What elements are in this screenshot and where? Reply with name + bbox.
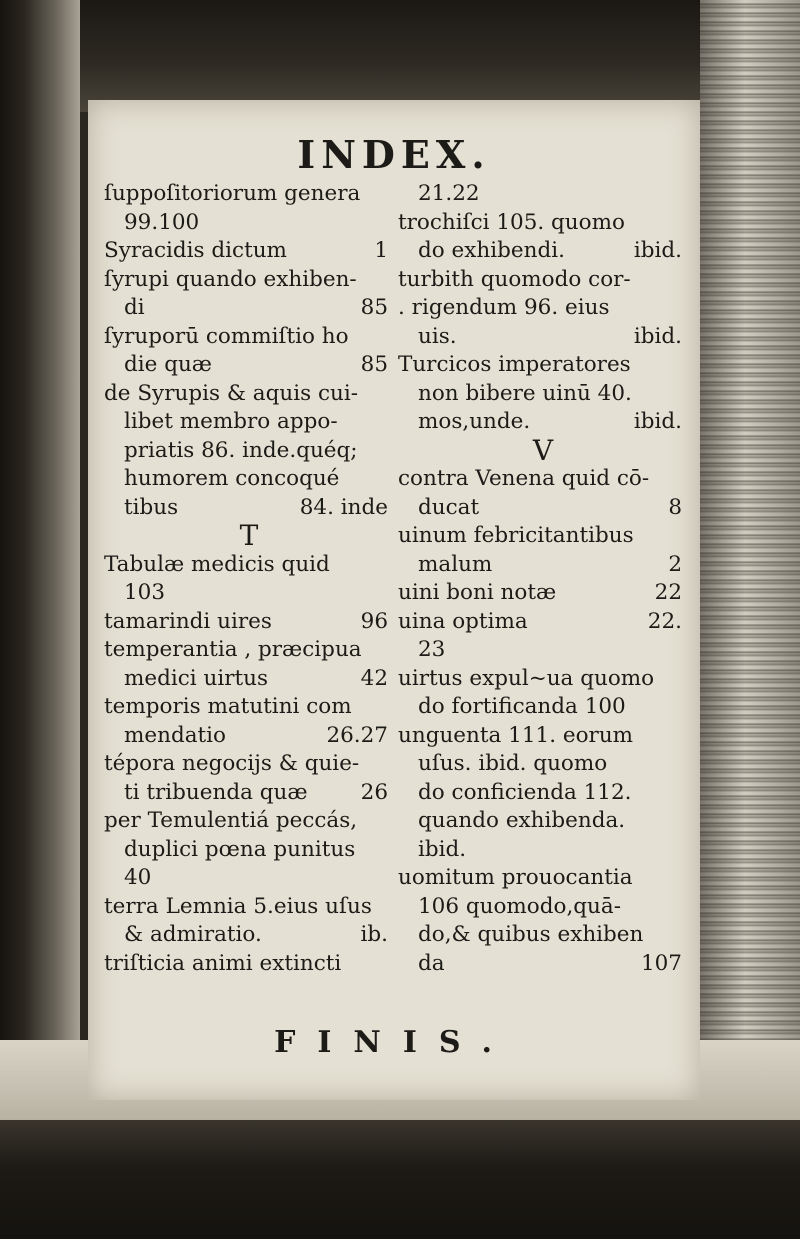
index-entry-text: 21.22 xyxy=(418,181,480,206)
index-entry xyxy=(104,665,394,694)
index-entry xyxy=(398,323,688,352)
index-entry xyxy=(398,893,688,922)
index-entry-text: contra Venena quid cō- xyxy=(398,466,650,491)
index-column-right xyxy=(398,180,688,978)
index-entry xyxy=(398,722,688,751)
index-entry xyxy=(104,465,394,494)
index-entry-text: triſticia animi extincti xyxy=(104,950,342,976)
index-entry-text: uomitum prouocantia xyxy=(398,865,633,890)
index-entry-text: 23 xyxy=(418,637,446,662)
index-entry-text: tibus xyxy=(124,494,179,520)
index-entry-text: de Syrupis & aquis cui- xyxy=(104,380,359,406)
index-entry-text: duplici pœna punitus xyxy=(124,836,356,862)
index-entry-text: libet membro appo- xyxy=(124,409,338,434)
index-entry xyxy=(398,433,688,467)
index-entry xyxy=(104,893,394,922)
index-entry-page-ref: 8 xyxy=(668,494,682,520)
index-entry-page-ref: 96 xyxy=(360,608,388,634)
page-title: INDEX. xyxy=(297,132,491,177)
index-entry xyxy=(104,237,394,266)
index-entry xyxy=(398,807,688,836)
index-entry xyxy=(104,209,394,238)
index-entry-text: T xyxy=(239,519,259,552)
index-entry-text: ſyruporū commiſtio ho xyxy=(104,323,349,349)
index-entry xyxy=(104,750,394,779)
index-entry-page-ref: ibid. xyxy=(633,323,682,349)
index-entry xyxy=(398,750,688,779)
index-entry-text: terra Lemnia 5.eius uſus xyxy=(104,893,372,919)
index-entry xyxy=(398,408,688,437)
index-entry xyxy=(398,294,688,323)
finis-colophon: FINIS. xyxy=(274,1025,514,1060)
index-entry xyxy=(398,465,688,494)
index-entry-text: Tabulæ medicis quid xyxy=(104,551,330,577)
index-entry-page-ref: 85 xyxy=(360,295,388,320)
index-entry-page-ref: ibid. xyxy=(633,409,682,434)
index-entry xyxy=(398,608,688,637)
index-entry-text: uini boni notæ xyxy=(398,580,557,605)
index-entry-text: Turcicos imperatores xyxy=(398,352,631,377)
index-entry-text: priatis 86. inde.quéq; xyxy=(124,437,358,463)
index-entry xyxy=(104,266,394,295)
index-entry-text: da xyxy=(418,950,445,976)
index-entry-text: V xyxy=(532,433,554,467)
index-entry-text: uina optima xyxy=(398,608,528,634)
index-entry-text: do exhibendi. xyxy=(418,238,565,263)
index-entry-page-ref: 84. inde xyxy=(299,494,388,520)
index-entry-text: ibid. xyxy=(418,836,467,862)
index-entry xyxy=(398,180,688,209)
index-entry-text: di xyxy=(124,295,145,320)
index-entry-text: ſuppoſitoriorum genera xyxy=(104,181,361,206)
index-entry xyxy=(398,693,688,722)
index-entry-text: per Temulentiá peccás, xyxy=(104,808,358,833)
index-entry-text: 106 quomodo,quā- xyxy=(418,893,621,919)
index-entry-text: do,& quibus exhiben xyxy=(418,922,644,947)
index-column-left xyxy=(104,180,394,978)
index-entry-text: trochiſci 105. quomo xyxy=(398,209,625,235)
index-entry-text: quando exhibenda. xyxy=(418,808,626,833)
index-entry-text: die quæ xyxy=(124,352,213,377)
index-entry xyxy=(398,380,688,409)
index-entry xyxy=(398,266,688,295)
index-entry xyxy=(104,779,394,808)
index-entry xyxy=(398,551,688,580)
index-entry-page-ref: 26 xyxy=(360,779,388,805)
index-entry xyxy=(104,494,394,523)
index-entry xyxy=(104,380,394,409)
index-entry-text: humorem concoqué xyxy=(124,466,340,491)
index-entry xyxy=(398,522,688,551)
index-entry xyxy=(104,519,394,552)
index-entry-text: do fortificanda 100 xyxy=(418,694,626,719)
index-entry-page-ref: ibid. xyxy=(633,238,682,263)
index-entry-text: tépora negocijs & quie- xyxy=(104,751,360,776)
index-entry-text: uinum febricitantibus xyxy=(398,523,634,548)
index-entry xyxy=(104,693,394,722)
index-entry xyxy=(104,636,394,665)
index-entry xyxy=(104,950,394,979)
index-entry-text: 103 xyxy=(124,580,166,605)
index-entry xyxy=(104,836,394,865)
index-entry-text: turbith quomodo cor- xyxy=(398,266,631,292)
index-entry-page-ref: 42 xyxy=(360,665,388,691)
index-entry-text: 40 xyxy=(124,865,152,890)
index-entry-text: ſyrupi quando exhiben- xyxy=(104,266,357,292)
index-entry-text: temperantia , præcipua xyxy=(104,637,362,662)
index-entry-text: unguenta 111. eorum xyxy=(398,722,634,748)
index-entry xyxy=(104,323,394,352)
index-entry xyxy=(104,294,394,323)
index-entry xyxy=(398,864,688,893)
index-entry xyxy=(104,921,394,950)
index-entry-text: medici uirtus xyxy=(124,665,269,691)
index-entry-text: & admiratio. xyxy=(124,922,262,947)
index-entry-text: uirtus expul~ua quomo xyxy=(398,665,655,691)
index-entry xyxy=(398,636,688,665)
index-entry-text: uis. xyxy=(418,323,457,349)
index-entry xyxy=(398,209,688,238)
index-entry xyxy=(104,579,394,608)
index-entry-text: temporis matutini com xyxy=(104,694,352,719)
index-entry-page-ref: 1 xyxy=(374,238,388,263)
index-entry-text: . rigendum 96. eius xyxy=(398,295,610,320)
index-entry-text: mendatio xyxy=(124,722,226,748)
scan-top-border xyxy=(0,0,800,112)
index-entry xyxy=(104,437,394,466)
index-entry xyxy=(104,408,394,437)
index-entry xyxy=(398,351,688,380)
index-entry-text: Syracidis dictum xyxy=(104,238,287,263)
index-entry-text: non bibere uinū 40. xyxy=(418,380,632,406)
index-entry xyxy=(104,864,394,893)
index-entry-text: ti tribuenda quæ xyxy=(124,779,308,805)
index-entry-text: do conficienda 112. xyxy=(418,779,632,805)
index-entry-text: 99.100 xyxy=(124,209,200,235)
index-entry-page-ref: 85 xyxy=(360,352,388,377)
index-entry-page-ref: ib. xyxy=(360,922,388,947)
index-entry-page-ref: 22 xyxy=(654,580,682,605)
index-entry-text: uſus. ibid. quomo xyxy=(418,751,608,776)
index-entry-text: tamarindi uires xyxy=(104,608,272,634)
index-entry-text: mos,unde. xyxy=(418,409,531,434)
index-entry-page-ref: 26.27 xyxy=(326,722,388,748)
index-entry-page-ref: 107 xyxy=(640,950,682,976)
index-entry xyxy=(398,921,688,950)
index-entry xyxy=(104,608,394,637)
index-entry xyxy=(398,494,688,523)
index-entry-page-ref: 22. xyxy=(647,608,682,634)
index-entry xyxy=(398,579,688,608)
book-page xyxy=(88,100,700,1100)
index-entry xyxy=(104,807,394,836)
index-entry-text: malum xyxy=(418,551,493,577)
index-entry xyxy=(398,950,688,979)
index-entry xyxy=(398,779,688,808)
index-entry xyxy=(104,722,394,751)
index-entry xyxy=(104,351,394,380)
index-entry xyxy=(398,836,688,865)
index-entry-text: ducat xyxy=(418,494,480,520)
index-entry xyxy=(104,180,394,209)
index-entry xyxy=(104,551,394,580)
scan-bottom-border xyxy=(0,1120,800,1239)
index-entry xyxy=(398,237,688,266)
index-entry-page-ref: 2 xyxy=(668,551,682,577)
index-entry xyxy=(398,665,688,694)
